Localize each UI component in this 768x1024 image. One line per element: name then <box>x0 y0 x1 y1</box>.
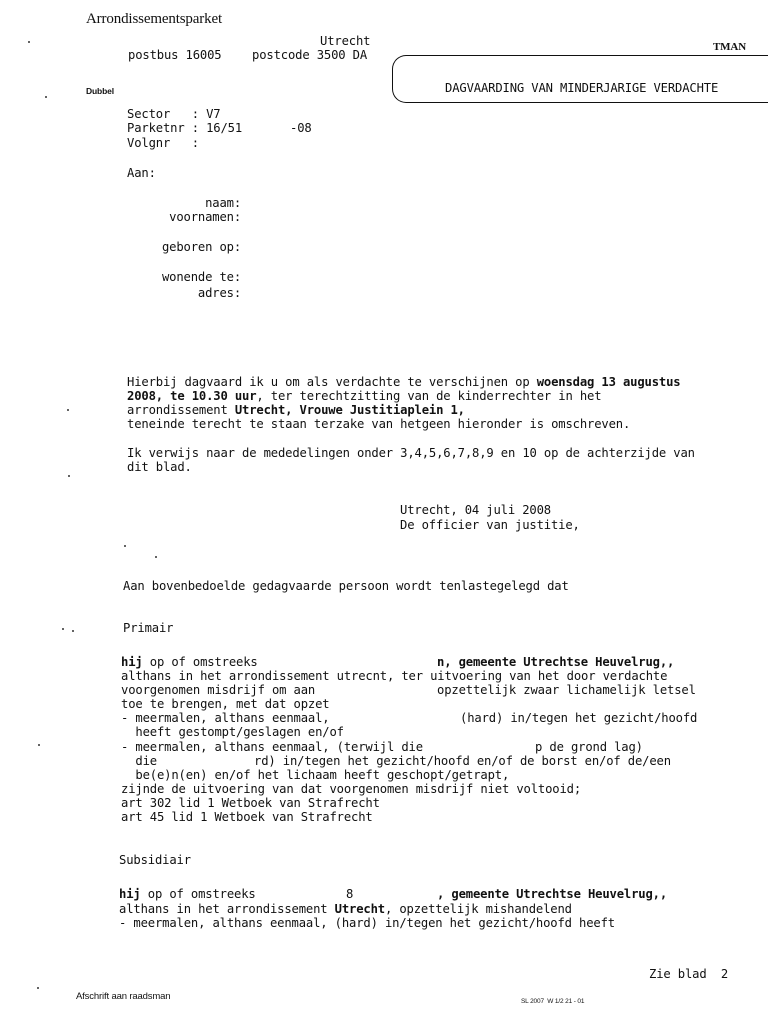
scan-speck <box>38 744 40 746</box>
summons-line-6: dit blad. <box>127 460 192 474</box>
afschrift-note: Afschrift aan raadsman <box>76 991 171 1002</box>
summons-line-4: teneinde terecht te staan terzake van hetgeen hieronder is omschreven. <box>127 417 631 431</box>
summons-line-3: arrondissement Utrecht, Vrouwe Justitiaplein 1, <box>127 403 465 417</box>
subsidiair-heading: Subsidiair <box>119 853 191 867</box>
primair-line-3a: voorgenomen misdrijf om aan <box>121 683 316 697</box>
signature-place-date: Utrecht, 04 juli 2008 <box>400 503 551 517</box>
wonende-label: wonende te: <box>161 270 241 284</box>
primair-law-2: art 45 lid 1 Wetboek van Strafrecht <box>121 810 373 824</box>
header-city: Utrecht <box>320 34 371 48</box>
primair-heading: Primair <box>123 621 174 635</box>
subsidiair-line-2: althans in het arrondissement Utrecht, opzettelijk mishandelend <box>119 902 572 916</box>
primair-line-8a: die <box>121 754 157 768</box>
document-type: DAGVAARDING VAN MINDERJARIGE VERDACHTE <box>445 81 719 95</box>
scan-speck <box>68 475 70 477</box>
office-name: Arrondissementsparket <box>86 11 222 27</box>
primair-law-1: art 302 lid 1 Wetboek van Strafrecht <box>121 796 380 810</box>
voornamen-label: voornamen: <box>169 210 241 224</box>
summons-line-2: 2008, te 10.30 uur, ter terechtzitting van de kinderrechter in het <box>127 389 602 403</box>
signature-officer: De officier van justitie, <box>400 518 580 532</box>
primair-line-1-place: n, gemeente Utrechtse Heuvelrug,, <box>437 655 675 669</box>
primair-line-1: hij op of omstreeks <box>121 655 265 669</box>
summons-line-5: Ik verwijs naar de mededelingen onder 3,4,5,6,7,8,9 en 10 op de achterzijde van <box>127 446 695 460</box>
form-code: SL 2007 W 1/2 21 - 01 <box>521 998 585 1005</box>
scan-speck <box>155 556 157 558</box>
primair-line-3b: opzettelijk zwaar lichamelijk letsel <box>437 683 696 697</box>
scan-speck <box>28 41 30 43</box>
primair-line-5b: (hard) in/tegen het gezicht/hoofd <box>460 711 698 725</box>
naam-label: naam: <box>205 196 241 210</box>
subsidiair-line-1: hij op of omstreeks <box>119 887 263 901</box>
subsidiair-line-3: - meermalen, althans eenmaal, (hard) in/tegen het gezicht/hoofd heeft <box>119 916 615 930</box>
dubbel-label: Dubbel <box>86 86 114 96</box>
zie-blad: Zie blad 2 <box>649 967 729 981</box>
scan-speck <box>124 545 126 547</box>
primair-line-7b: p de grond lag) <box>535 740 643 754</box>
charge-intro: Aan bovenbedoelde gedagvaarde persoon wordt tenlastegelegd dat <box>123 579 569 593</box>
geboren-label: geboren op: <box>161 240 241 254</box>
primair-line-7a: - meermalen, althans eenmaal, (terwijl die <box>121 740 423 754</box>
scan-speck <box>37 987 39 989</box>
parketnr-suffix: -08 <box>290 121 312 135</box>
scan-speck <box>62 628 64 630</box>
adres-label: adres: <box>197 286 241 300</box>
primair-line-10: zijnde de uitvoering van dat voorgenomen misdrijf niet voltooid; <box>121 782 581 796</box>
postcode: postcode 3500 DA <box>252 48 367 62</box>
scan-speck <box>67 409 69 411</box>
volgnr-line: Volgnr : <box>127 136 199 150</box>
primair-line-5a: - meermalen, althans eenmaal, <box>121 711 330 725</box>
primair-line-2: althans in het arrondissement utrecnt, ter uitvoering van het door verdachte <box>121 669 668 683</box>
primair-line-8b: rd) in/tegen het gezicht/hoofd en/of de borst en/of de/een <box>254 754 671 768</box>
primair-line-6: heeft gestompt/geslagen en/of <box>121 725 344 739</box>
summons-line-1: Hierbij dagvaard ik u om als verdachte te verschijnen op woensdag 13 augustus <box>127 375 681 389</box>
tman-code: TMAN <box>712 41 746 53</box>
subsidiair-line-1-place: , gemeente Utrechtse Heuvelrug,, <box>437 887 667 901</box>
primair-line-9: be(e)n(en) en/of het lichaam heeft geschopt/getrapt, <box>121 768 510 782</box>
primair-line-4: toe te brengen, met dat opzet <box>121 697 330 711</box>
scan-speck <box>72 630 74 632</box>
parketnr-line: Parketnr : 16/51 <box>127 121 242 135</box>
aan-label: Aan: <box>127 166 156 180</box>
postbus: postbus 16005 <box>128 48 222 62</box>
subsidiair-line-1-year: 8 <box>346 887 354 901</box>
scan-speck <box>45 96 47 98</box>
sector-line: Sector : V7 <box>127 107 221 121</box>
